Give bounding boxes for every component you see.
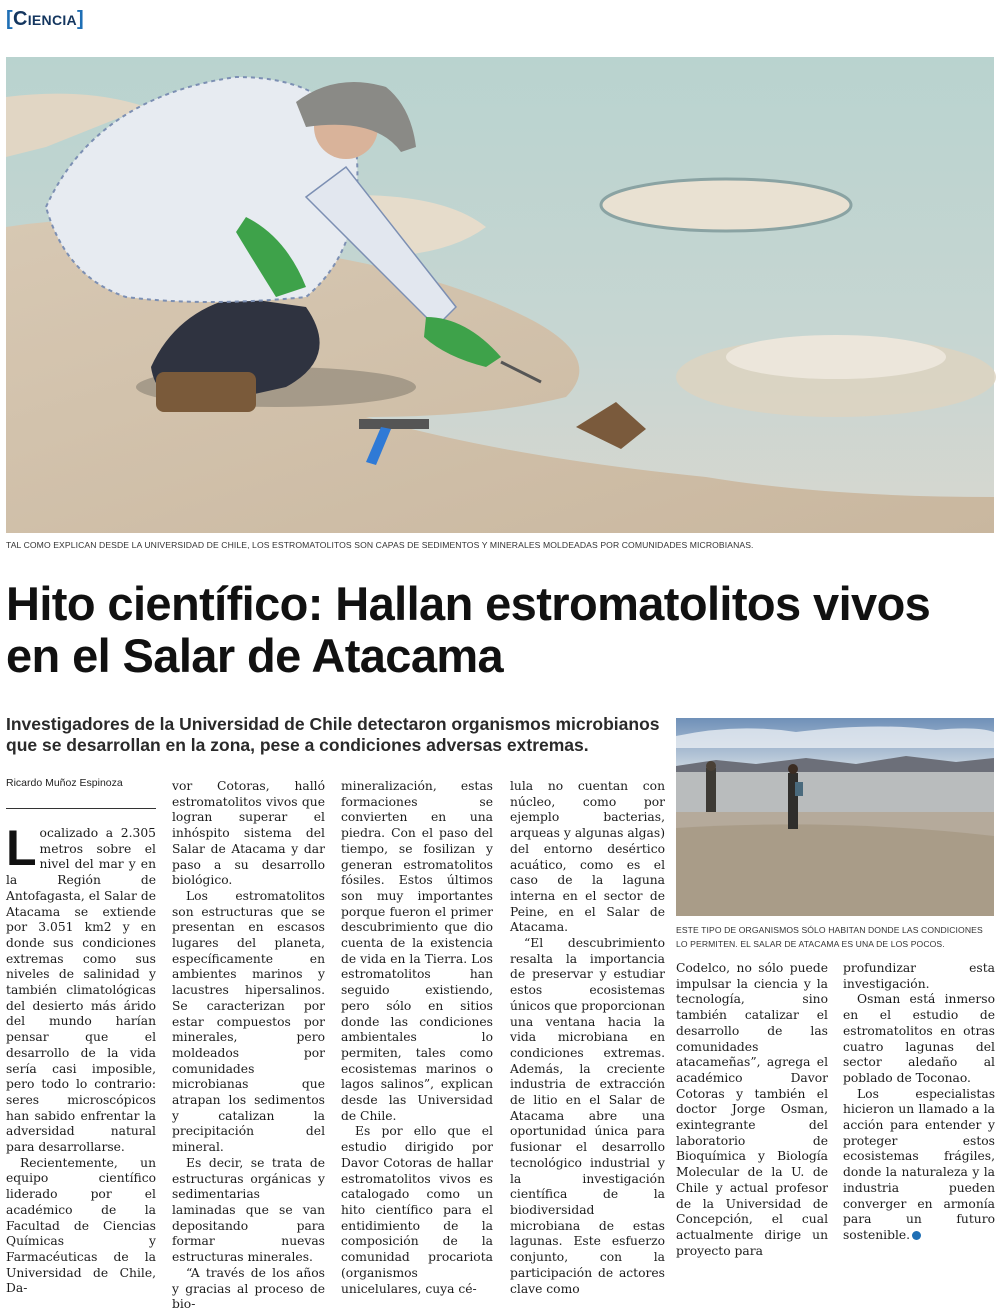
paragraph: “El descubrimiento resalta la importancia de preservar y estudiar estos ecosistemas únicos que proporcionan una ventana hacia la vida microbiana en condiciones extremas. Además, la creciente industria de extracción de litio en el Salar de Atacama abre una oportunidad única para fusionar el desarrollo tecnológico industrial y la investigación científica de la biodiversidad microbiana de estas lagunas. Este esfuerzo conjunto, con la participación de actores clave como [510,936,665,1296]
section-bracket-close: ] [76,8,84,30]
paragraph: mineralización, estas formaciones se convierten en una piedra. Con el paso del tiempo, se fosilizan y generan estromatolitos fósiles. Estos últimos son muy importantes porque fueron el primer descubrimiento que dio cuenta de la existencia de vida en la Tierra. Los estromatolitos han seguido existiendo, pero sólo en sitios donde las condiciones ambientales lo permiten, tales como ecosistemas marinos o lagos salinos”, explican desde las Universidad de Chile. [341,779,493,1123]
paragraph: Osman está inmerso en el estudio de estromatolitos en otras cuatro lagunas del sector aledaño al poblado de Toconao. [843,992,995,1085]
article-column-5 [676,961,828,1259]
paragraph: profundizar esta investigación. [843,961,995,991]
section-label: Ciencia [12,8,77,30]
paragraph: Codelco, no sólo puede impulsar la ciencia y la tecnología, sino también catalizar el desarrollo de las comunidades atacameñas”, agrega el académico Davor Cotoras y también el doctor Jorge Osman, exintegrante del laboratorio de Bioquímica y Biología Molecular de la U. de Chile y actual profesor de la Universidad de Concepción, el cual actualmente dirige un proyecto para [676,961,828,1258]
side-photo-illustration [676,718,994,916]
article-column-6 [843,961,995,1244]
paragraph: Es por ello que el estudio dirigido por Davor Cotoras de hallar estromatolitos vivos es catalogado como un hito científico para el entidimiento de la composición de la comunidad procariota (organismos unicelulares, cuya cé- [341,1124,493,1296]
article-column-1 [6,820,156,1297]
hero-caption: TAL COMO EXPLICAN DESDE LA UNIVERSIDAD DE CHILE, LOS ESTROMATOLITOS SON CAPAS DE SEDIMENTOS Y MINERALES MOLDEADAS POR COMUNIDADES MICROBIANAS. [6,540,754,550]
hero-photo [6,57,994,533]
paragraph: “A través de los años y gracias al proceso de bio- [172,1265,325,1312]
paragraph: Recientemente, un equipo científico liderado por el académico de la Facultad de Ciencias Químicas y Farmacéuticas de la Universidad de Chile, Da- [6,1155,156,1296]
section-tag [6,8,84,31]
article-column-4 [510,779,665,1297]
subheadline: Investigadores de la Universidad de Chile detectaron organismos microbianos que se desarrollan en la zona, pese a condiciones adversas extremas. [6,714,660,755]
paragraph: vor Cotoras, halló estromatolitos vivos que logran superar el inhóspito sistema del Salar de Atacama y dar paso a su desarrollo biológico. [172,779,325,888]
end-of-article-icon [912,1231,921,1240]
article-column-3 [341,779,493,1297]
drop-cap: L [6,820,37,876]
side-caption: ESTE TIPO DE ORGANISMOS SÓLO HABITAN DONDE LAS CONDICIONES LO PERMITEN. EL SALAR DE ATACAMA ES UNA DE LOS POCOS. [676,925,983,949]
paragraph: Es decir, se trata de estructuras orgánicas y sedimentarias laminadas que se van depositando para formar nuevas estructuras minerales. [172,1155,325,1265]
paragraph-final [843,1087,995,1244]
paragraph-text: Los especialistas hicieron un llamado a la acción para entender y proteger estos ecosistemas frágiles, donde la naturaleza y la industria pueden converger en armonía para un futuro sostenible. [843,1086,995,1242]
hero-photo-illustration [6,57,994,533]
paragraph: lula no cuentan con núcleo, como por ejemplo bacterias, arqueas y algunas algas) del entorno desértico acuático, como es el caso de la laguna interna en el sector de Peine, en el Salar de Atacama. [510,779,665,935]
headline: Hito científico: Hallan estromatolitos vivos en el Salar de Atacama [6,577,931,682]
paragraph: Los estromatolitos son estructuras que se presentan en escasos lugares del planeta, específicamente en ambientes marinos y lacustres hipersalinos. Se caracterizan por estar compuestos por minerales, pero moldeados por comunidades microbianas que atrapan los sedimentos y catalizan la precipitación del mineral. [172,888,325,1155]
byline-divider [6,808,156,809]
side-photo [676,718,994,916]
paragraph-lead [6,820,156,1156]
article-column-2 [172,779,325,1313]
byline: Ricardo Muñoz Espinoza [6,777,123,789]
paragraph-text: ocalizado a 2.305 metros sobre el nivel del mar y en la Región de Antofagasta, el Salar de Atacama se extiende por 3.051 km2 y en donde sus condiciones extremas como sus niveles de salinidad y también climatológicas del desierto más árido del mundo harían pensar que el desarrollo de la vida sería casi imposible, pero todo lo contrario: seres microscópicos han sabido enfrentar la adversidad natural para desarrollarse. [6,826,156,1155]
section-bracket-open: [ [6,8,13,30]
